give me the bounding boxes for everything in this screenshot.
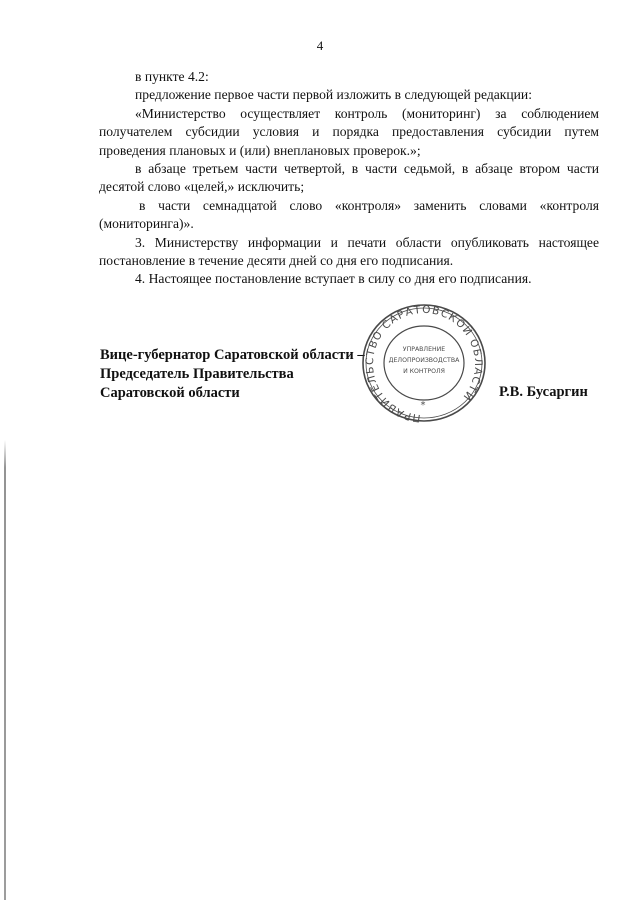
signatory-title-line: Саратовской области bbox=[100, 385, 240, 401]
seal-inner-line: ДЕЛОПРОИЗВОДСТВА bbox=[388, 357, 460, 364]
signatory-title-line: Председатель Правительства bbox=[100, 366, 294, 382]
page-number: 4 bbox=[316, 38, 324, 53]
scan-edge-line bbox=[4, 440, 6, 900]
seal-inner-line: УПРАВЛЕНИЕ bbox=[402, 346, 446, 353]
signatory-title-line: Вице-губернатор Саратовской области – bbox=[100, 347, 365, 363]
official-seal-stamp bbox=[360, 302, 488, 424]
signatory-name: Р.В. Бусаргин bbox=[499, 384, 588, 400]
paragraph: в абзаце третьем части четвертой, в части седьмой, в абзаце втором части десятой слово «целей,» исключить; bbox=[99, 161, 599, 195]
seal-inner-line: И КОНТРОЛЯ bbox=[403, 368, 445, 375]
paragraph: 4. Настоящее постановление вступает в силу со дня его подписания. bbox=[135, 271, 532, 287]
paragraph: предложение первое части первой изложить в следующей редакции: bbox=[135, 87, 532, 103]
paragraph: «Министерство осуществляет контроль (мониторинг) за соблюдением получателем субсидии условия и порядка предоставления субсидии путем проведения плановых и (или) внеплановых проверок.»; bbox=[99, 105, 599, 158]
seal-outer-text: ПРАВИТЕЛЬСТВО САРАТОВСКОЙ ОБЛАСТИ bbox=[363, 303, 485, 424]
signatory-title bbox=[100, 346, 365, 403]
paragraph: в части семнадцатой слово «контроля» заменить словами «контроля (мониторинга)». bbox=[99, 197, 599, 232]
paragraph: в пункте 4.2: bbox=[135, 69, 209, 84]
seal-star: * bbox=[420, 400, 426, 411]
paragraph: 3. Министерству информации и печати области опубликовать настоящее постановление в течение десяти дней со дня его подписания. bbox=[99, 234, 599, 269]
document-body bbox=[99, 68, 599, 289]
